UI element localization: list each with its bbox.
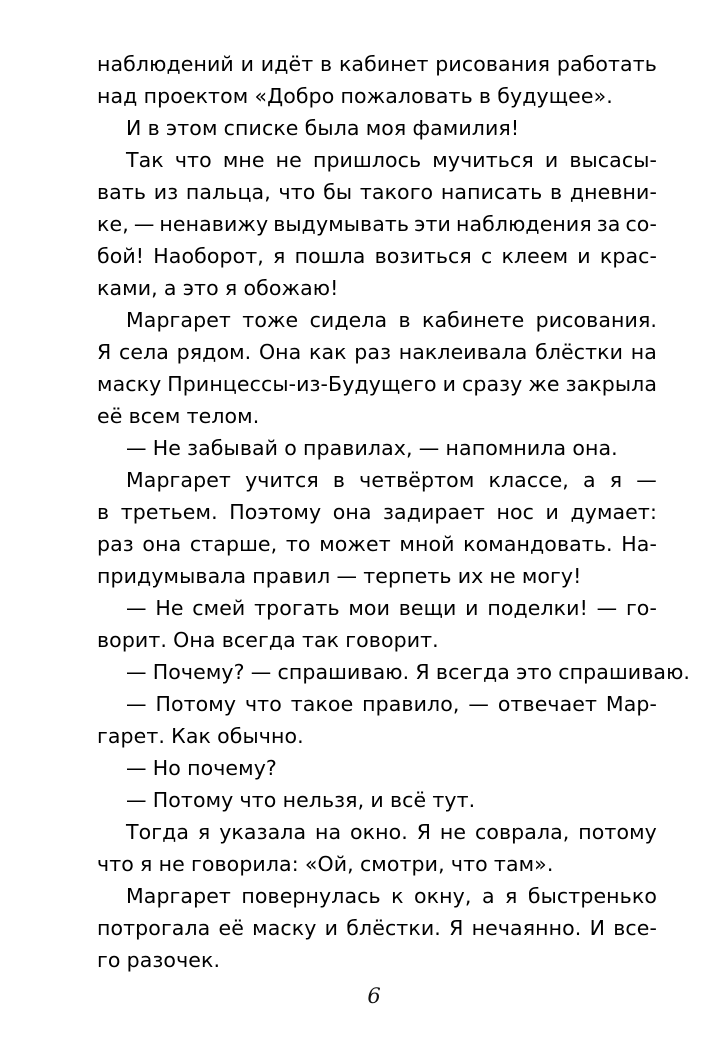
- word: напомнила: [445, 436, 567, 460]
- word: к: [391, 884, 404, 908]
- text-line: [97, 848, 657, 880]
- word: и: [465, 596, 479, 620]
- word: наклеивала: [398, 340, 528, 364]
- word: в: [97, 500, 110, 524]
- word: как: [309, 340, 347, 364]
- word: раз: [354, 340, 392, 364]
- text-line: [97, 912, 657, 944]
- word: Я: [416, 820, 432, 844]
- word: Но: [152, 756, 181, 780]
- word: задирает: [383, 500, 485, 524]
- word: такое: [290, 692, 354, 716]
- word: работать: [556, 52, 657, 76]
- word: —: [636, 468, 657, 492]
- word: нельзя,: [282, 788, 365, 812]
- word: и: [545, 500, 559, 524]
- word: почему?: [187, 756, 277, 780]
- word: не: [489, 564, 516, 588]
- word: пошла: [294, 244, 366, 268]
- word: наблюдений: [97, 52, 234, 76]
- word: мои: [348, 596, 390, 620]
- word: правил: [252, 564, 331, 588]
- word: И: [126, 116, 142, 140]
- word: соврала,: [474, 820, 570, 844]
- word: всем: [128, 404, 181, 428]
- word: Не: [155, 596, 184, 620]
- word: —: [418, 436, 440, 460]
- text-line: [97, 336, 657, 368]
- word: села: [119, 340, 169, 364]
- text-line: [97, 720, 657, 752]
- word: со-: [625, 212, 657, 236]
- word: высасы-: [569, 148, 657, 172]
- text-line: [97, 272, 657, 304]
- word: —: [126, 756, 147, 780]
- word: а: [481, 884, 495, 908]
- word: выдумывать: [273, 212, 410, 236]
- text-line: [97, 592, 657, 624]
- word: придумывала: [97, 564, 247, 588]
- word: трогать: [254, 596, 340, 620]
- word: она: [332, 500, 372, 524]
- word: Тогда: [126, 820, 190, 844]
- word: Маргарет: [126, 468, 231, 492]
- word: быстренько: [527, 884, 657, 908]
- word: —: [468, 692, 489, 716]
- word: и: [577, 244, 591, 268]
- word: Она: [258, 340, 302, 364]
- word: этом: [165, 116, 218, 140]
- word: она: [142, 532, 182, 556]
- word: бы: [323, 180, 353, 204]
- word: пожаловать: [340, 84, 473, 108]
- word: что: [239, 788, 277, 812]
- text-line: [97, 816, 657, 848]
- text-line: [97, 176, 657, 208]
- text-line: [97, 368, 657, 400]
- word: «Ой,: [304, 852, 354, 876]
- word: кабинет: [338, 52, 429, 76]
- word: На-: [621, 532, 657, 556]
- word: пальца,: [185, 180, 271, 204]
- word: ненавижу: [159, 212, 269, 236]
- word: я: [197, 820, 211, 844]
- word: в: [549, 180, 563, 204]
- word: в: [332, 468, 346, 492]
- word: проектом: [143, 84, 249, 108]
- word: же: [528, 372, 560, 396]
- text-line: [97, 528, 657, 560]
- word: гарет.: [97, 724, 166, 748]
- word: окно.: [349, 820, 408, 844]
- page-number: 6: [367, 984, 381, 1008]
- word: над: [97, 84, 138, 108]
- word: всё: [389, 788, 427, 812]
- word: и: [324, 916, 339, 940]
- word: указала: [219, 820, 307, 844]
- word: это: [516, 660, 553, 684]
- word: вать: [97, 180, 147, 204]
- word: с: [480, 244, 493, 268]
- word: четвёртом: [359, 468, 475, 492]
- word: смотри,: [359, 852, 445, 876]
- word: поделки!: [487, 596, 588, 620]
- word: го: [97, 948, 121, 972]
- word: —: [336, 564, 358, 588]
- word: Как: [171, 724, 211, 748]
- text-line: [97, 752, 657, 784]
- word: тоже: [242, 308, 299, 332]
- word: Поэтому: [229, 500, 322, 524]
- word: то: [285, 532, 311, 556]
- text-line: [97, 880, 657, 912]
- word: го-: [625, 596, 657, 620]
- word: мучиться: [432, 148, 534, 172]
- word: а: [163, 276, 177, 300]
- word: написать: [440, 180, 543, 204]
- word: что: [97, 852, 134, 876]
- word: Мар-: [605, 692, 657, 716]
- word: на: [314, 820, 342, 844]
- word: окну,: [414, 884, 472, 908]
- word: идёт: [260, 52, 314, 76]
- word: —: [126, 788, 147, 812]
- word: она.: [572, 436, 618, 460]
- word: отвечает: [497, 692, 598, 716]
- word: третьем.: [120, 500, 218, 524]
- word: учится: [245, 468, 319, 492]
- word: бой!: [97, 244, 145, 268]
- word: И: [589, 916, 606, 940]
- word: в: [398, 308, 411, 332]
- text-line: [97, 624, 657, 656]
- word: рисования.: [535, 308, 657, 332]
- word: и: [370, 788, 384, 812]
- word: пришлось: [312, 148, 422, 172]
- word: и: [442, 372, 456, 396]
- word: а: [583, 468, 596, 492]
- word: —: [126, 660, 147, 684]
- word: клеем: [501, 244, 569, 268]
- word: в: [320, 52, 333, 76]
- word: закрыла: [565, 372, 657, 396]
- word: могу!: [521, 564, 582, 588]
- text-line: [97, 80, 657, 112]
- word: что: [244, 692, 282, 716]
- word: дневни-: [569, 180, 657, 204]
- word: эти: [414, 212, 451, 236]
- word: за: [596, 212, 621, 236]
- word: спрашиваю.: [558, 660, 691, 684]
- text-line: [97, 496, 657, 528]
- word: на: [630, 340, 657, 364]
- word: Почему?: [152, 660, 245, 684]
- word: рисования: [435, 52, 551, 76]
- word: Не: [152, 436, 181, 460]
- word: фамилия!: [412, 116, 520, 140]
- word: —: [596, 596, 618, 620]
- word: я: [140, 852, 153, 876]
- word: правилах,: [303, 436, 413, 460]
- text-line: [97, 432, 657, 464]
- word: не: [439, 820, 467, 844]
- word: так: [301, 628, 340, 652]
- word: телом.: [186, 404, 260, 428]
- text-line: [97, 464, 657, 496]
- word: кабинете: [422, 308, 525, 332]
- word: вещи: [398, 596, 457, 620]
- word: моя: [365, 116, 407, 140]
- word: мне: [222, 148, 265, 172]
- word: ками,: [97, 276, 158, 300]
- word: в: [478, 84, 492, 108]
- word: маску: [97, 372, 162, 396]
- word: и: [240, 52, 255, 76]
- word: тут.: [432, 788, 476, 812]
- word: о: [284, 436, 297, 460]
- text-line: [97, 400, 657, 432]
- word: потрогала: [97, 916, 211, 940]
- word: —: [133, 212, 155, 236]
- word: была: [304, 116, 360, 140]
- word: повернулась: [241, 884, 381, 908]
- word: обожаю!: [243, 276, 339, 300]
- word: разочек.: [126, 948, 221, 972]
- word: что: [450, 852, 488, 876]
- word: крас-: [599, 244, 657, 268]
- text-line: [97, 560, 657, 592]
- word: Так: [126, 148, 164, 172]
- word: такого: [359, 180, 434, 204]
- word: может: [319, 532, 391, 556]
- word: блёстки: [535, 340, 624, 364]
- word: сразу: [461, 372, 523, 396]
- text-line: [97, 688, 657, 720]
- word: потому: [578, 820, 657, 844]
- word: я: [609, 468, 623, 492]
- word: всегда: [435, 660, 510, 684]
- word: не: [158, 852, 185, 876]
- word: правило,: [362, 692, 460, 716]
- word: я: [273, 244, 286, 268]
- word: спрашиваю.: [277, 660, 410, 684]
- text-line: [97, 144, 657, 176]
- word: Я: [415, 660, 430, 684]
- text-line: [97, 48, 657, 80]
- word: я: [505, 884, 518, 908]
- word: из: [153, 180, 179, 204]
- word: все-: [613, 916, 657, 940]
- word: возиться: [374, 244, 472, 268]
- word: в: [147, 116, 160, 140]
- word: мной: [399, 532, 455, 556]
- text-line: [97, 208, 657, 240]
- text-line: [97, 944, 657, 976]
- word: «Добро: [254, 84, 335, 108]
- word: —: [126, 596, 147, 620]
- word: Маргарет: [126, 884, 231, 908]
- word: блёстки.: [346, 916, 441, 940]
- word: их: [457, 564, 484, 588]
- text-line: [97, 304, 657, 336]
- word: говорила:: [190, 852, 299, 876]
- word: классе,: [488, 468, 569, 492]
- word: терпеть: [363, 564, 452, 588]
- word: наблюдения: [455, 212, 592, 236]
- word: Маргарет: [126, 308, 231, 332]
- text-line: [97, 656, 691, 688]
- word: будущее».: [497, 84, 613, 108]
- word: её: [218, 916, 244, 940]
- word: это: [182, 276, 219, 300]
- word: и: [544, 148, 559, 172]
- word: нос: [496, 500, 534, 524]
- word: —: [126, 692, 147, 716]
- word: ке,: [97, 212, 129, 236]
- word: Наоборот,: [153, 244, 264, 268]
- word: Она: [173, 628, 216, 652]
- word: Принцессы-из-Будущего: [167, 372, 437, 396]
- word: раз: [97, 532, 134, 556]
- word: —: [250, 660, 272, 684]
- text-line: [97, 784, 657, 816]
- word: её: [97, 404, 123, 428]
- word: всегда: [221, 628, 296, 652]
- word: смей: [192, 596, 246, 620]
- word: Потому: [155, 692, 237, 716]
- word: не: [275, 148, 302, 172]
- word: думает:: [570, 500, 657, 524]
- word: сидела: [309, 308, 388, 332]
- word: там».: [493, 852, 554, 876]
- word: говорит.: [345, 628, 439, 652]
- word: забывай: [187, 436, 279, 460]
- word: что: [174, 148, 212, 172]
- word: ворит.: [97, 628, 168, 652]
- text-line: [97, 240, 657, 272]
- word: списке: [223, 116, 299, 140]
- word: обычно.: [217, 724, 304, 748]
- word: —: [126, 436, 147, 460]
- word: я: [224, 276, 238, 300]
- word: Я: [449, 916, 464, 940]
- word: рядом.: [176, 340, 252, 364]
- word: нечаянно.: [471, 916, 582, 940]
- word: Я: [97, 340, 112, 364]
- page-body-text: [97, 48, 691, 976]
- word: маску: [252, 916, 317, 940]
- word: командовать.: [463, 532, 613, 556]
- word: что: [278, 180, 316, 204]
- text-line: [97, 112, 657, 144]
- word: старше,: [189, 532, 278, 556]
- word: Потому: [152, 788, 234, 812]
